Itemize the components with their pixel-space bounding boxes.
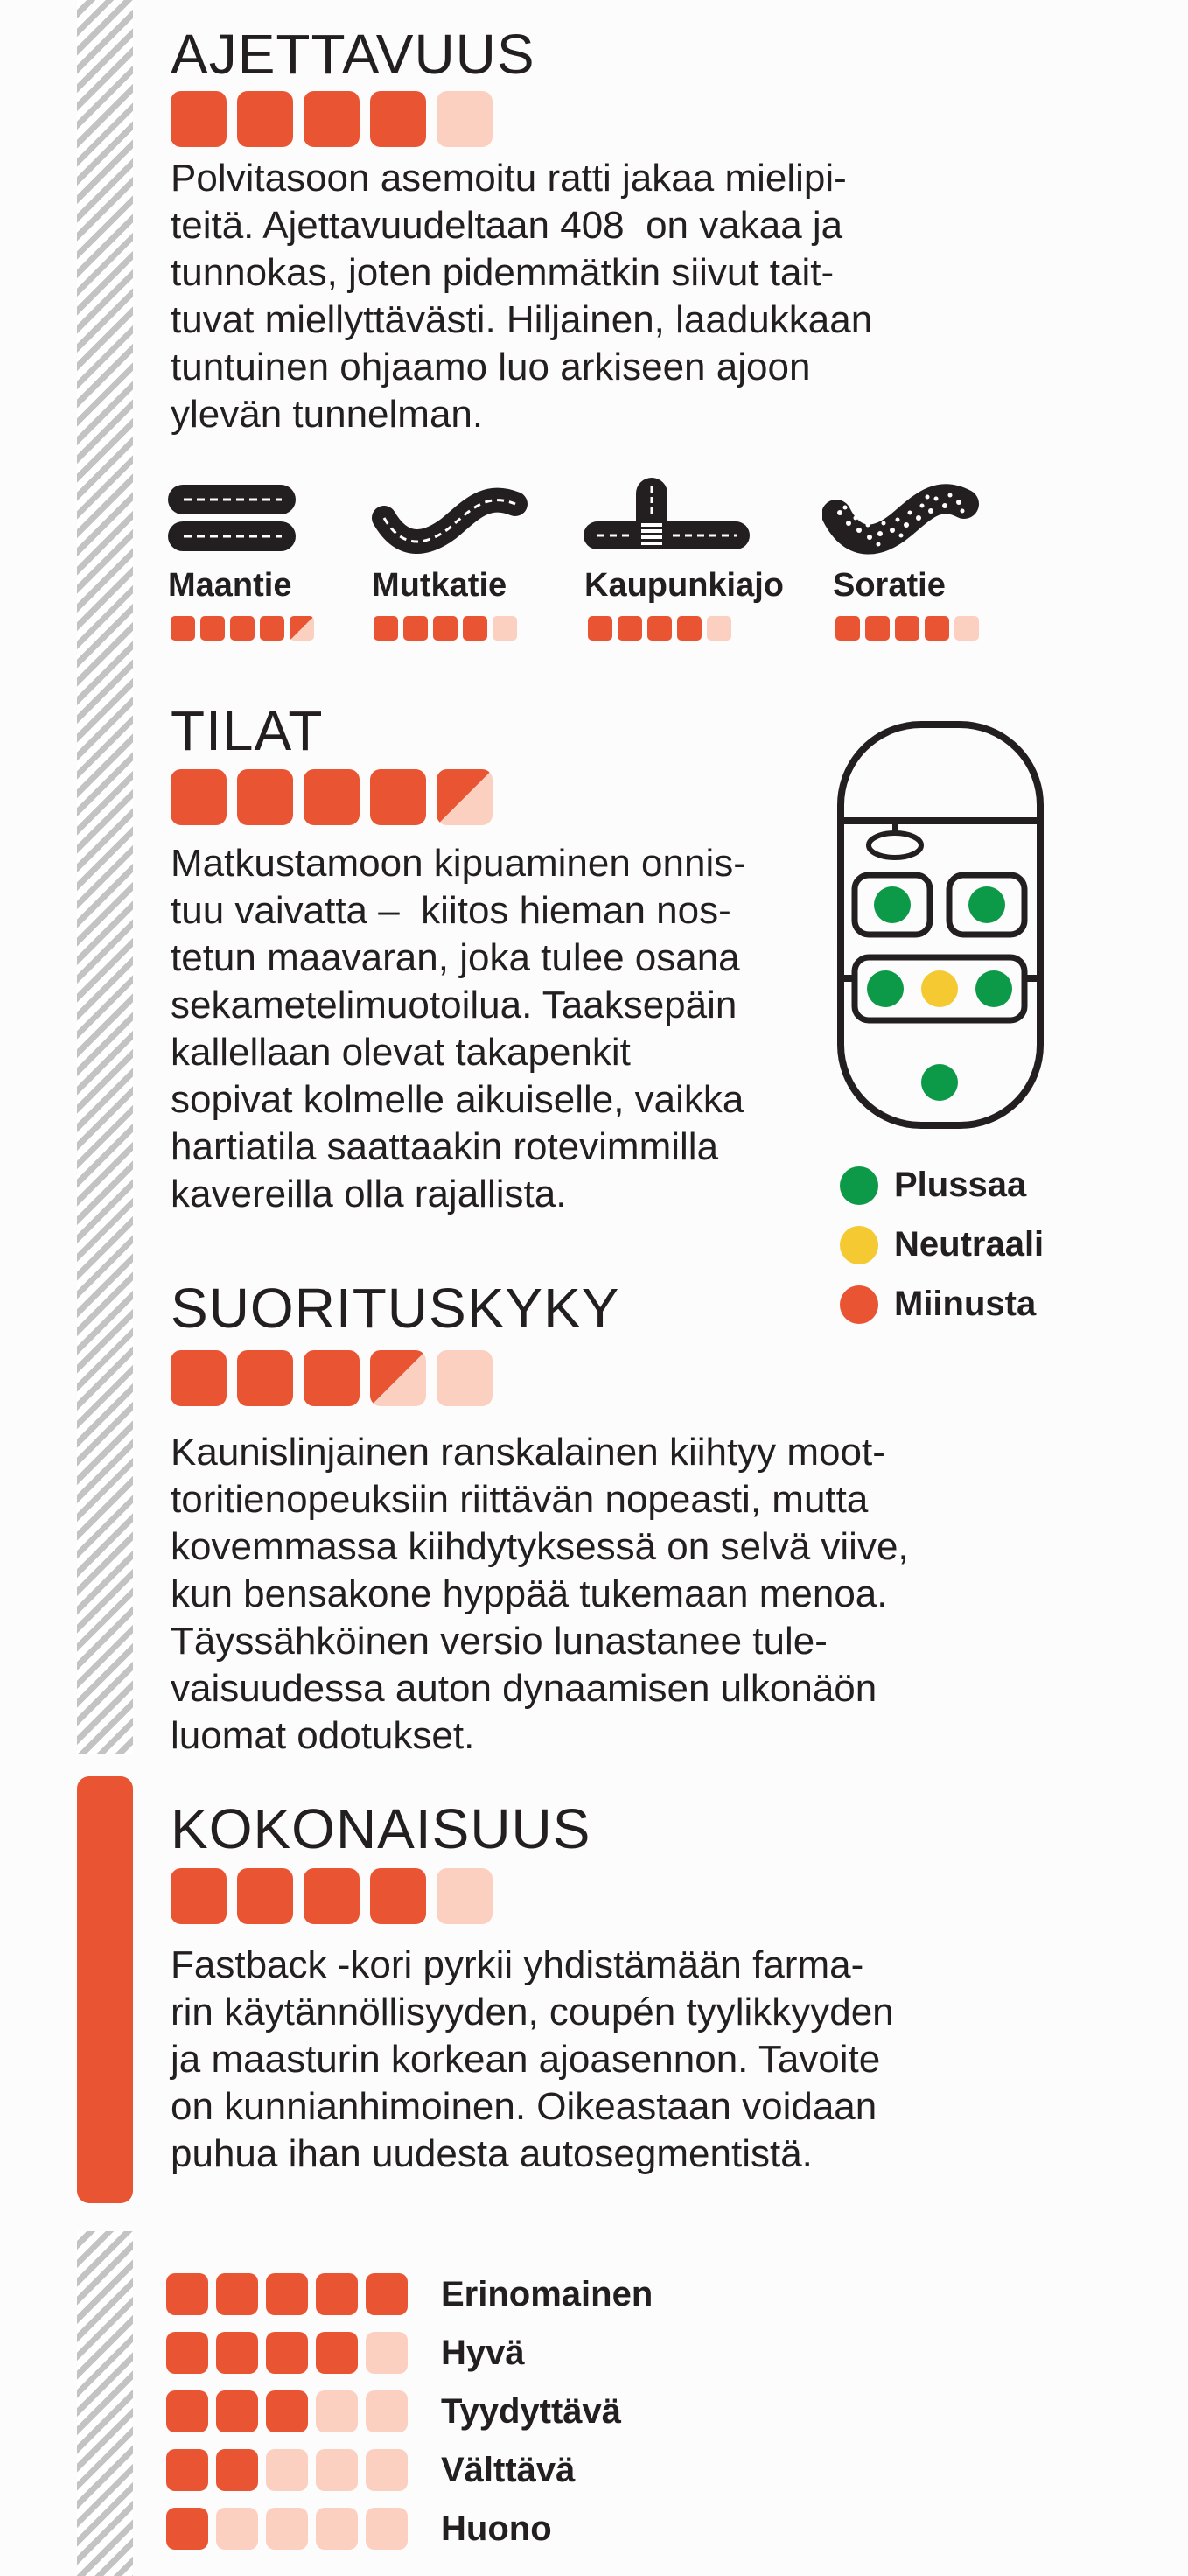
scale-square-empty bbox=[366, 2390, 408, 2432]
scale-square-empty bbox=[266, 2508, 308, 2550]
scale-rating bbox=[166, 2332, 408, 2374]
scale-square-full bbox=[366, 2273, 408, 2315]
rating-tilat bbox=[171, 769, 493, 825]
rating-square-full bbox=[171, 769, 227, 825]
section-text-suorituskyky: Kaunislinjainen ranskalainen kiihtyy moot- toritienopeuksiin riittävän nopeasti, mutta kovemmassa kiihdytyksessä on selvä viive, kun bensakone hyppää tukemaan menoa. Täyssähköinen versio lunastanee tule- vaisuudessa auton dynaamisen ulkonäön luomat odotukset. bbox=[171, 1431, 909, 1757]
scale-square-full bbox=[216, 2332, 258, 2374]
mini-rating-square-full bbox=[647, 616, 672, 640]
scale-square-empty bbox=[316, 2508, 358, 2550]
rating-square-full bbox=[370, 1868, 426, 1924]
section-title-suorituskyky: SUORITUSKYKY bbox=[171, 1277, 620, 1340]
scale-square-full bbox=[166, 2273, 208, 2315]
road-label-kaupunkiajo: Kaupunkiajo bbox=[584, 567, 785, 604]
mini-rating-square-full bbox=[588, 616, 612, 640]
highlight-bar bbox=[77, 1776, 133, 2203]
scale-square-empty bbox=[316, 2390, 358, 2432]
scale-row-valttava bbox=[166, 2449, 575, 2491]
rating-square-empty bbox=[437, 1350, 493, 1406]
seat-dot-trunk bbox=[921, 1064, 958, 1101]
mini-rating-square-full bbox=[618, 616, 642, 640]
road-rating-kaupunkiajo bbox=[588, 616, 731, 640]
mini-rating-square-full bbox=[200, 616, 225, 640]
scale-square-empty bbox=[366, 2332, 408, 2374]
hatched-margin-bottom bbox=[77, 2231, 133, 2576]
scale-square-empty bbox=[266, 2449, 308, 2491]
rating-square-full bbox=[304, 769, 360, 825]
section-text-ajettavuus: Polvitasoon asemoitu ratti jakaa mielipi- teitä. Ajettavuudeltaan 408 on vakaa ja tunnokas, joten pidemmätkin siivut tait- tuvat miellyttävästi. Hiljainen, laadukkaan tuntuinen ohjaamo luo arkiseen ajoon ylevän tunnelman. bbox=[171, 157, 873, 436]
mini-rating-square-empty bbox=[954, 616, 979, 640]
mini-rating-square-half bbox=[290, 616, 314, 640]
scale-square-full bbox=[166, 2332, 208, 2374]
seat-dot-front-left bbox=[874, 886, 911, 923]
gravel-road-icon bbox=[822, 472, 980, 556]
scale-square-full bbox=[266, 2332, 308, 2374]
highway-icon bbox=[166, 472, 297, 556]
scale-rating bbox=[166, 2273, 408, 2315]
legend-dot-minus bbox=[840, 1285, 878, 1324]
scale-square-full bbox=[316, 2332, 358, 2374]
legend-dot-plus bbox=[840, 1166, 878, 1205]
seat-dot-rear-middle bbox=[921, 970, 958, 1007]
scale-label: Huono bbox=[441, 2509, 552, 2548]
scale-square-empty bbox=[366, 2449, 408, 2491]
scale-row-erinomainen bbox=[166, 2273, 653, 2315]
legend-label: Neutraali bbox=[894, 1225, 1045, 1264]
rating-square-full bbox=[237, 1350, 293, 1406]
mini-rating-square-full bbox=[171, 616, 195, 640]
rating-square-full bbox=[304, 1350, 360, 1406]
legend-miinusta bbox=[840, 1284, 1036, 1324]
mini-rating-square-full bbox=[260, 616, 284, 640]
scale-rating bbox=[166, 2449, 408, 2491]
seat-dot-rear-left bbox=[867, 970, 904, 1007]
legend-label: Plussaa bbox=[894, 1166, 1027, 1204]
scale-square-empty bbox=[316, 2449, 358, 2491]
rating-square-full bbox=[237, 769, 293, 825]
mini-rating-square-full bbox=[865, 616, 890, 640]
hatched-margin-top bbox=[77, 0, 133, 1754]
legend-dot-neutral bbox=[840, 1226, 878, 1264]
scale-square-full bbox=[166, 2508, 208, 2550]
road-label-mutkatie: Mutkatie bbox=[372, 567, 507, 604]
rating-square-full bbox=[370, 769, 426, 825]
winding-road-icon bbox=[372, 472, 529, 556]
rating-square-full bbox=[237, 91, 293, 147]
mini-rating-square-full bbox=[230, 616, 255, 640]
rating-square-empty bbox=[437, 1868, 493, 1924]
scale-square-full bbox=[216, 2449, 258, 2491]
section-title-tilat: TILAT bbox=[171, 699, 324, 762]
section-text-tilat: Matkustamoon kipuaminen onnis- tuu vaivatta – kiitos hieman nos- tetun maavaran, joka tulee osana sekametelimuotoilua. Taaksepäin kallellaan olevat takapenkit sopivat kolmelle aikuiselle, vaikka hartiatila saattaakin rotevimmilla kavereilla olla rajallista. bbox=[171, 842, 746, 1215]
car-seating-diagram-icon bbox=[835, 719, 1045, 1130]
rating-square-half bbox=[437, 769, 493, 825]
road-label-maantie: Maantie bbox=[168, 567, 292, 604]
rating-kokonaisuus bbox=[171, 1868, 493, 1924]
mini-rating-square-full bbox=[925, 616, 949, 640]
road-rating-mutkatie bbox=[374, 616, 517, 640]
scale-label: Välttävä bbox=[441, 2450, 576, 2489]
city-road-icon bbox=[582, 472, 752, 556]
rating-square-full bbox=[304, 91, 360, 147]
mini-rating-square-full bbox=[677, 616, 702, 640]
scale-square-full bbox=[216, 2273, 258, 2315]
mini-rating-square-full bbox=[433, 616, 458, 640]
mini-rating-square-full bbox=[463, 616, 487, 640]
scale-square-full bbox=[266, 2273, 308, 2315]
scale-label: Tyydyttävä bbox=[441, 2391, 622, 2431]
scale-square-full bbox=[166, 2449, 208, 2491]
scale-square-empty bbox=[366, 2508, 408, 2550]
scale-square-empty bbox=[216, 2508, 258, 2550]
legend-plussaa bbox=[840, 1166, 1026, 1205]
section-title-ajettavuus: AJETTAVUUS bbox=[171, 23, 535, 86]
scale-label: Hyvä bbox=[441, 2333, 525, 2372]
seat-dot-rear-right bbox=[975, 970, 1012, 1007]
scale-row-tyydyttava bbox=[166, 2390, 621, 2432]
mini-rating-square-full bbox=[374, 616, 398, 640]
mini-rating-square-full bbox=[895, 616, 919, 640]
scale-square-full bbox=[166, 2390, 208, 2432]
seat-dot-front-right bbox=[968, 886, 1005, 923]
legend-label: Miinusta bbox=[894, 1284, 1037, 1323]
rating-square-full bbox=[304, 1868, 360, 1924]
rating-suorituskyky bbox=[171, 1350, 493, 1406]
scale-label: Erinomainen bbox=[441, 2274, 653, 2314]
mini-rating-square-empty bbox=[493, 616, 517, 640]
rating-square-full bbox=[171, 91, 227, 147]
mini-rating-square-full bbox=[403, 616, 428, 640]
mini-rating-square-full bbox=[835, 616, 860, 640]
rating-square-full bbox=[171, 1350, 227, 1406]
rating-square-full bbox=[370, 91, 426, 147]
scale-row-huono bbox=[166, 2508, 552, 2550]
rating-square-half bbox=[370, 1350, 426, 1406]
rating-ajettavuus bbox=[171, 91, 493, 147]
section-title-kokonaisuus: KOKONAISUUS bbox=[171, 1797, 591, 1860]
rating-square-full bbox=[237, 1868, 293, 1924]
scale-square-full bbox=[216, 2390, 258, 2432]
legend-neutraali bbox=[840, 1225, 1044, 1264]
mini-rating-square-empty bbox=[707, 616, 731, 640]
rating-square-empty bbox=[437, 91, 493, 147]
scale-square-full bbox=[266, 2390, 308, 2432]
section-text-kokonaisuus: Fastback -kori pyrkii yhdistämään farma- rin käytännöllisyyden, coupén tyylikkyyden ja maasturin korkean ajoasennon. Tavoite on kunnianhimoinen. Oikeastaan voidaan puhua ihan uudesta autosegmentistä. bbox=[171, 1943, 894, 2175]
road-rating-maantie bbox=[171, 616, 314, 640]
road-rating-soratie bbox=[835, 616, 979, 640]
scale-rating bbox=[166, 2508, 408, 2550]
scale-square-full bbox=[316, 2273, 358, 2315]
scale-rating bbox=[166, 2390, 408, 2432]
scale-row-hyva bbox=[166, 2332, 525, 2374]
road-label-soratie: Soratie bbox=[833, 567, 946, 604]
rating-square-full bbox=[171, 1868, 227, 1924]
